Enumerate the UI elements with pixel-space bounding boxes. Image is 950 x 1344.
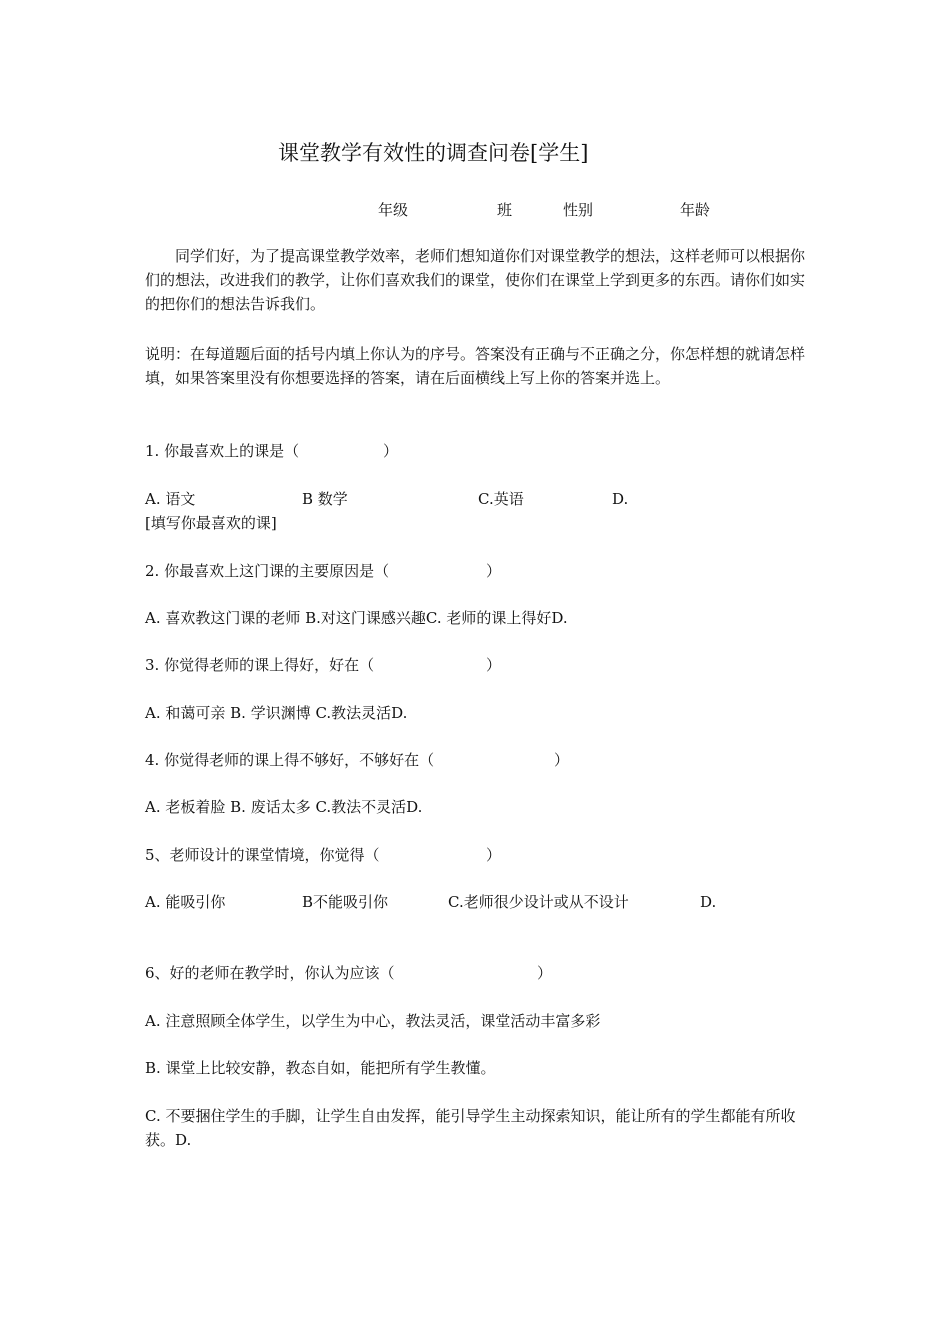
q5-option-b: B不能吸引你 [302, 893, 389, 911]
question-4: 4. 你觉得老师的课上得不够好，不够好在（ [145, 751, 435, 769]
question-5-close-paren: ） [486, 846, 502, 864]
q1-option-b: B 数学 [302, 490, 348, 508]
q5-option-d: D. [700, 893, 717, 911]
question-2-close-paren: ） [486, 562, 502, 580]
info-field-age: 年龄 [680, 201, 711, 219]
question-4-close-paren: ） [554, 751, 570, 769]
question-6: 6、好的老师在教学时，你认为应该（ [145, 964, 395, 982]
q3-options: A. 和蔼可亲 B. 学识渊博 C.教法灵活D. [145, 704, 408, 722]
q5-option-c: C.老师很少设计或从不设计 [448, 893, 629, 911]
q6-option-c: C. 不要捆住学生的手脚，让学生自由发挥，能引导学生主动探索知识，能让所有的学生都能有所收获。D. [145, 1107, 796, 1149]
question-3: 3. 你觉得老师的课上得好，好在（ [145, 656, 375, 674]
q6-option-b: B. 课堂上比较安静，教态自如，能把所有学生教懂。 [145, 1059, 496, 1077]
instructions-paragraph: 说明：在每道题后面的括号内填上你认为的序号。答案没有正确与不正确之分，你怎样想的就请怎样填，如果答案里没有你想要选择的答案，请在后面横线上写上你的答案并选上。 [145, 345, 806, 387]
q1-fill-in-note: [填写你最喜欢的课] [145, 514, 277, 532]
q2-options: A. 喜欢教这门课的老师 B.对这门课感兴趣C. 老师的课上得好D. [145, 609, 568, 627]
page-title: 课堂教学有效性的调查问卷[学生] [278, 141, 589, 165]
q6-option-a: A. 注意照顾全体学生，以学生为中心，教法灵活，课堂活动丰富多彩 [145, 1012, 601, 1030]
q1-option-a: A. 语文 [145, 490, 196, 508]
q1-option-c: C.英语 [478, 490, 524, 508]
question-6-close-paren: ） [537, 964, 553, 982]
q1-option-d: D. [612, 490, 629, 508]
intro-paragraph: 同学们好，为了提高课堂教学效率，老师们想知道你们对课堂教学的想法，这样老师可以根据你们的想法，改进我们的教学，让你们喜欢我们的课堂，使你们在课堂上学到更多的东西。请你们如实的把你们的想法告诉我们。 [145, 247, 806, 313]
question-5: 5、老师设计的课堂情境，你觉得（ [145, 846, 380, 864]
info-field-gender: 性别 [563, 201, 594, 219]
question-2: 2. 你最喜欢上这门课的主要原因是（ [145, 562, 390, 580]
question-3-close-paren: ） [486, 656, 502, 674]
q4-options: A. 老板着脸 B. 废话太多 C.教法不灵活D. [145, 798, 423, 816]
question-1: 1. 你最喜欢上的课是（ [145, 442, 300, 460]
info-field-grade: 年级 [378, 201, 409, 219]
info-field-class: 班 [497, 201, 513, 219]
q5-option-a: A. 能吸引你 [145, 893, 226, 911]
question-1-close-paren: ） [383, 442, 399, 460]
